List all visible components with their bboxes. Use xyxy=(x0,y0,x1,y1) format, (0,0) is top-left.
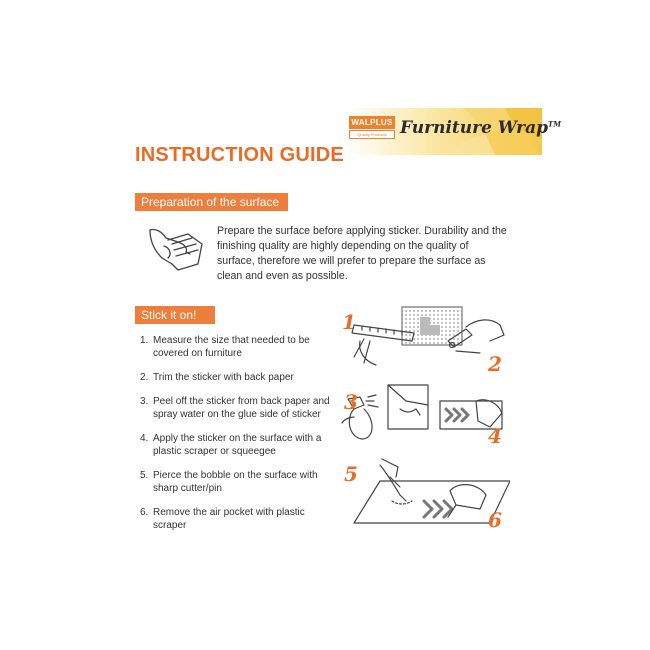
illustration-number-2: 2 xyxy=(488,352,502,376)
product-title: Furniture Wrap xyxy=(400,118,548,138)
steps-list xyxy=(140,334,335,543)
list-item: 5. Pierce the bobble on the surface with sharp cutter/pin xyxy=(140,470,318,494)
preparation-label: Preparation of the surface xyxy=(135,193,288,211)
pierce-illustration xyxy=(354,459,510,523)
list-item: 2. Trim the sticker with back paper xyxy=(140,372,294,383)
list-item: 1. Measure the size that needed to be covered on furniture xyxy=(140,335,310,359)
brand-logo xyxy=(349,116,395,142)
brand-tagline: Quality Products xyxy=(349,130,395,139)
brand-name: WALPLUS xyxy=(349,116,395,129)
scrape-illustration xyxy=(424,485,486,517)
page-title: INSTRUCTION GUIDE xyxy=(135,144,344,166)
list-item: 4. Apply the sticker on the surface with a plastic scraper or squeegee xyxy=(140,433,322,457)
illustration-number-6: 6 xyxy=(488,508,502,532)
list-item: 3. Peel off the sticker from back paper and spray water on the glue side of sticker xyxy=(140,396,330,420)
stick-it-on-label: Stick it on! xyxy=(135,306,215,324)
product-name xyxy=(400,118,561,138)
wiping-hand-icon xyxy=(148,224,208,274)
illustration-number-4: 4 xyxy=(488,424,502,448)
preparation-text: Prepare the surface before applying sticker. Durability and the finishing quality are highly depending on the quality of surface, therefore we will prefer to prepare the surface as clean and even as possible. xyxy=(217,225,507,282)
illustration-number-5: 5 xyxy=(344,462,358,486)
steps-illustration xyxy=(340,305,510,535)
list-item: 6. Remove the air pocket with plastic scraper xyxy=(140,507,305,531)
illustration-number-1: 1 xyxy=(342,310,356,334)
illustration-number-3: 3 xyxy=(344,390,358,414)
measure-illustration xyxy=(352,307,462,365)
trademark: TM xyxy=(548,119,561,129)
